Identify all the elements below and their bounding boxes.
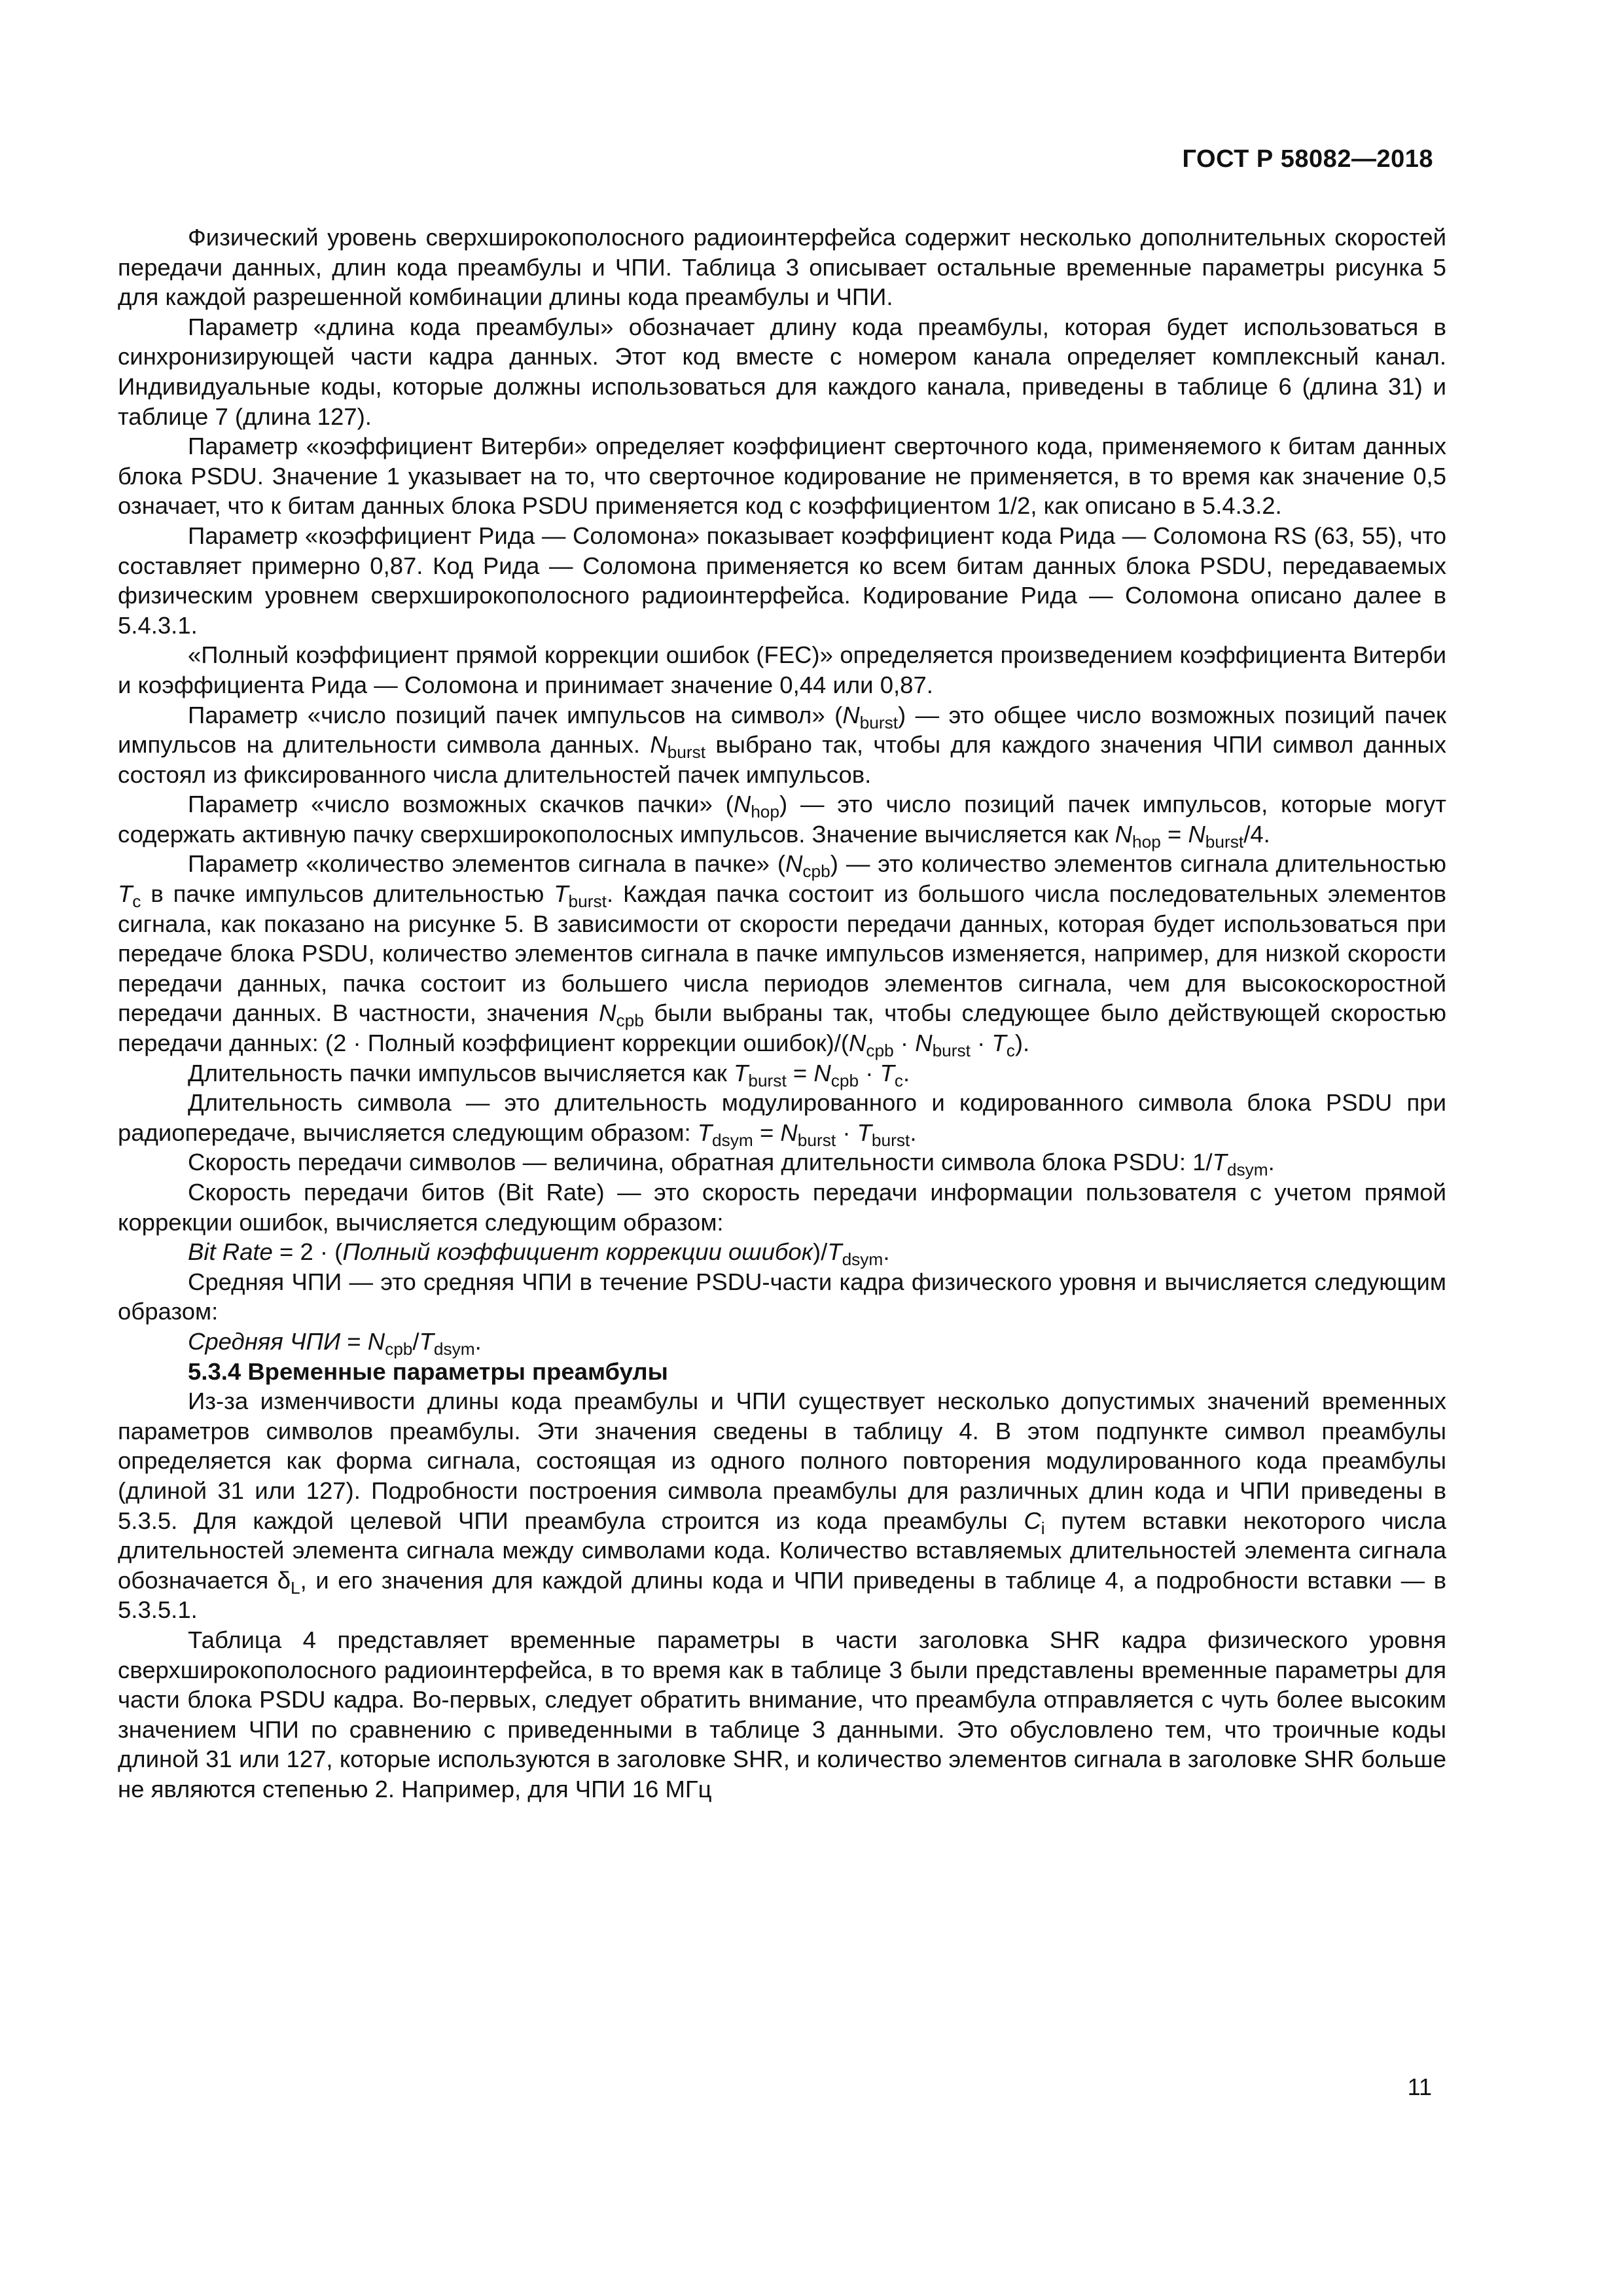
page-number: 11 <box>1407 2073 1432 2100</box>
paragraph: Средняя ЧПИ — это средняя ЧПИ в течение PSDU-части кадра физического уровня и вычисляется следующим образом: <box>118 1268 1446 1325</box>
section-heading: 5.3.4 Временные параметры преамбулы <box>188 1357 668 1385</box>
paragraph: Параметр «коэффициент Рида — Соломона» показывает коэффициент кода Рида — Соломона RS (63, 55), что составляет примерно 0,87. Код Рида — Соломона применяется ко всем битам данных блока PSDU, передаваемых физическим уровнем сверхширокополосного радиоинтерфейса. Кодирование Рида — Соломона описано далее в 5.4.3.1. <box>118 522 1446 639</box>
paragraph: Параметр «число позиций пачек импульсов на символ» $(N_{burst})$ — это общее число возможных позиций пачек импульсов на длительности символа данных. $N_{burst}$ выбрано так, чтобы для каждого значения ЧПИ символ данных состоял из фиксированного числа длительностей пачек импульсов. <box>118 701 1446 788</box>
paragraph: Из-за изменчивости длины кода преамбулы и ЧПИ существует несколько допустимых значений временных параметров символов преамбулы. Эти значения сведены в таблицу 4. В этом подпункте символ преамбулы определяется как форма сигнала, состоящая из одного полного повторения модулированного кода преамбулы (длиной 31 или 127). Подробности построения символа преамбулы для различных длин кода и ЧПИ приведены в 5.3.5. Для каждой целевой ЧПИ преамбула строится из кода преамбулы $C_i$ путем вставки некоторого числа длительностей элемента сигнала между символами кода. Количество вставляемых длительностей элемента сигнала обозначается $\delta_L$, и его значения для каждой длины кода и ЧПИ приведены в таблице 4, а подробности вставки — в 5.3.5.1. <box>118 1388 1446 1624</box>
paragraph: Параметр «коэффициент Витерби» определяет коэффициент сверточного кода, применяемого к битам данных блока PSDU. Значение 1 указывает на то, что сверточное кодирование не применяется, в то время как значение 0,5 означает, что к битам данных блока PSDU применяется код с коэффициентом 1/2, как описано в 5.4.3.2. <box>118 433 1446 520</box>
paragraph: Длительность пачки импульсов вычисляется как $T_{burst} = N_{cpb} \cdot T_c$. <box>188 1059 910 1090</box>
paragraph: Скорость передачи битов (Bit Rate) — это скорость передачи информации пользователя с учетом прямой коррекции ошибок, вычисляется следующим образом: <box>118 1179 1446 1236</box>
paragraph: Параметр «длина кода преамбулы» обозначает длину кода преамбулы, которая будет использоваться в синхронизирующей части кадра данных. Этот код вместе с номером канала определяет комплексный канал. Индивидуальные коды, которые должны использоваться для каждого канала, приведены в таблице 6 (длина 31) и таблице 7 (длина 127). <box>118 313 1446 430</box>
paragraph: Параметр «число возможных скачков пачки» $(N_{hop})$ — это число позиций пачек импульсов, которые могут содержать активную пачку сверхширокополосных импульсов. Значение вычисляется как $N_{hop} = N_{burst}/4$. <box>118 791 1446 852</box>
paragraph: Параметр «количество элементов сигнала в пачке» $(N_{cpb})$ — это количество элементов сигнала длительностью $T_c$ в пачке импульсов длительностью $T_{burst}$. Каждая пачка состоит из большого числа последовательных элементов сигнала, как показано на рисунке 5. В зависимости от скорости передачи данных, которая будет использоваться при передаче блока PSDU, количество элементов сигнала в пачке импульсов изменяется, например, для низкой скорости передачи данных, пачка состоит из большего числа периодов элементов сигнала, чем для высокоскоростной передачи данных. В частности, значения $N_{cpb}$ были выбраны так, чтобы следующее было действующей скоростью передачи данных: (2 · Полный коэффициент коррекции $ошибок)/(N_{cpb} \cdot N_{burst} \cdot T_c)$. <box>118 850 1446 1060</box>
paragraph: Таблица 4 представляет временные параметры в части заголовка SHR кадра физического уровня сверхширокополосного радиоинтерфейса, в то время как в таблице 3 были представлены временные параметры для части блока PSDU кадра. Во-первых, следует обратить внимание, что преамбула отправляется с чуть более высоким значением ЧПИ по сравнению с приведенными в таблице 3 данными. Это обусловлено тем, что троичные коды длиной 31 или 127, которые используются в заголовке SHR, и количество элементов сигнала в заголовке SHR больше не являются степенью 2. Например, для ЧПИ 16 МГц <box>118 1626 1446 1803</box>
document-body <box>118 223 1446 1804</box>
paragraph: Физический уровень сверхширокополосного радиоинтерфейса содержит несколько дополнительных скоростей передачи данных, длин кода преамбулы и ЧПИ. Таблица 3 описывает остальные временные параметры рисунка 5 для каждой разрешенной комбинации длины кода преамбулы и ЧПИ. <box>118 224 1446 311</box>
standard-header: ГОСТ Р 58082—2018 <box>1182 145 1433 173</box>
paragraph: Длительность символа — это длительность модулированного и кодированного символа блока PSDU при радиопередаче, вычисляется следующим образом: $T_{dsym} = N_{burst} \cdot T_{burst}$. <box>118 1089 1446 1150</box>
formula-mean-prf: Средняя ЧПИ = $N_{cpb}/T_{dsym}$. <box>188 1327 482 1359</box>
formula-bit-rate: Bit Rate = 2 · (Полный коэффициент коррекции $ошибок)/T_{dsym}$. <box>188 1238 890 1270</box>
paragraph: «Полный коэффициент прямой коррекции ошибок (FEC)» определяется произведением коэффициента Витерби и коэффициента Рида — Соломона и принимает значение 0,44 или 0,87. <box>118 641 1446 698</box>
paragraph: Скорость передачи символов — величина, обратная длительности символа блока PSDU: $1/T_{dsym}$. <box>188 1149 1275 1180</box>
